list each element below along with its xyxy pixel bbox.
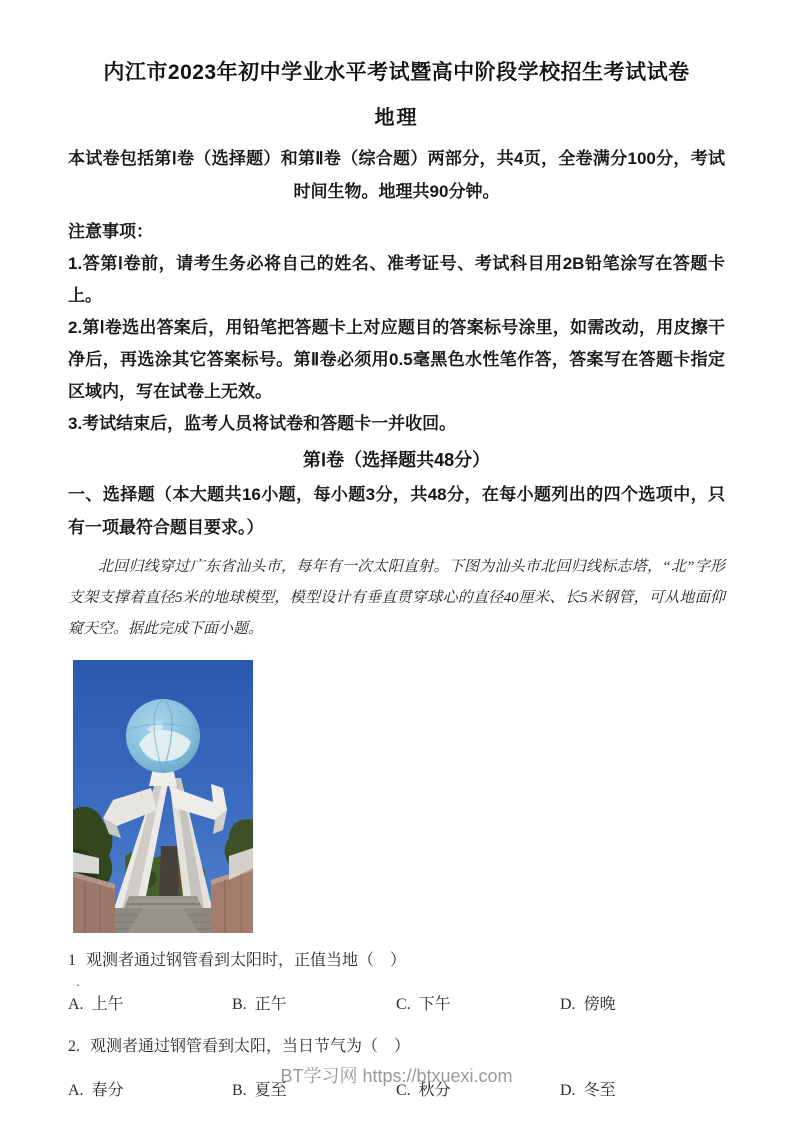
option-2d[interactable]: D. 冬至: [560, 1082, 616, 1099]
option-2c[interactable]: C. 秋分: [396, 1082, 451, 1099]
option-2a[interactable]: A. 春分: [68, 1082, 124, 1099]
exam-intro-line1: 本试卷包括第Ⅰ卷（选择题）和第Ⅱ卷（综合题）两部分，共4页，全卷满分100分，考试: [68, 149, 725, 168]
option-2b[interactable]: B. 夏至: [232, 1082, 287, 1099]
section1-heading: 第Ⅰ卷（选择题共48分）: [302, 450, 491, 470]
question-1-options: [68, 993, 725, 1017]
question-2-text: 观测者通过钢管看到太阳，当日节气为（ ）: [90, 1038, 411, 1055]
notice-item-1: 1.答第Ⅰ卷前，请考生务必将自己的姓名、准考证号、考试科目用2B铅笔涂写在答题卡上。: [68, 254, 725, 305]
option-1d[interactable]: D. 傍晚: [560, 996, 616, 1013]
question-1-block: [68, 949, 725, 1017]
option-1c[interactable]: C. 下午: [396, 996, 451, 1013]
notice-item-3: 3.考试结束后，监考人员将试卷和答题卡一并收回。: [68, 414, 457, 433]
question-1-text: 观测者通过钢管看到太阳时，正值当地（ ）: [86, 952, 407, 969]
option-1a[interactable]: A. 上午: [68, 996, 124, 1013]
question-1: [68, 949, 725, 973]
question-2: [68, 1035, 725, 1059]
page-title: 内江市2023年初中学业水平考试暨高中阶段学校招生考试试卷: [103, 61, 690, 84]
notice-item-2: 2.第Ⅰ卷选出答案后，用铅笔把答题卡上对应题目的答案标号涂里，如需改动，用皮擦干净后，再选涂其它答案标号。第Ⅱ卷必须用0.5毫黑色水性笔作答，答案写在答题卡指定区域内，写在试卷上无效。: [68, 318, 725, 401]
stray-period-mark: .: [76, 973, 80, 989]
watermark-footer[interactable]: BT学习网 https://btxuexi.com: [280, 1066, 513, 1086]
subject-heading: 地理: [374, 107, 419, 129]
option-1b[interactable]: B. 正午: [232, 996, 287, 1013]
exam-intro-line2: 时间生物。地理共90分钟。: [293, 182, 500, 201]
notice-heading: 注意事项：: [68, 222, 153, 241]
question-2-number: 2.: [68, 1038, 80, 1055]
question-passage: 北回归线穿过广东省汕头市，每年有一次太阳直射。下图为汕头市北回归线标志塔，“北”字形支架支撑着直径5米的地球模型，模型设计有垂直贯穿球心的直径40厘米、长5米钢管，可从地面仰窥天空。据此完成下面小题。: [68, 559, 725, 637]
monument-photo: [73, 660, 253, 933]
section1-subheading: 一、选择题（本大题共16小题，每小题3分，共48分，在每小题列出的四个选项中，只有一项最符合题目要求。）: [68, 485, 725, 537]
question-1-number: 1: [68, 952, 76, 969]
